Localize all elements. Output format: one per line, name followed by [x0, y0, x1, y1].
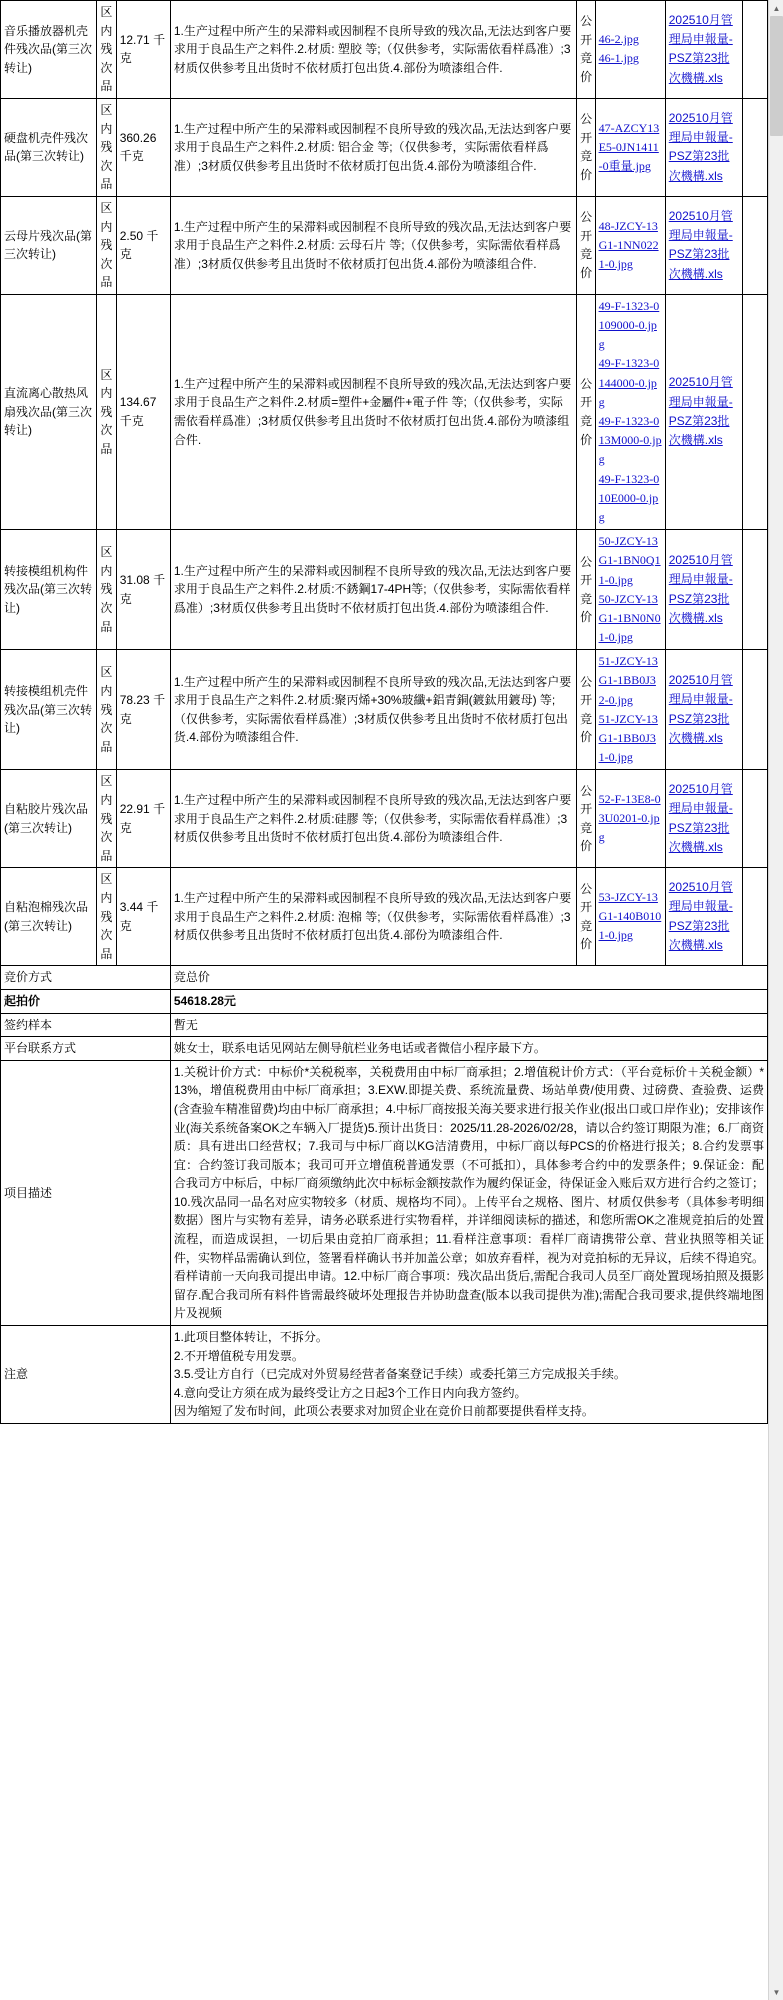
item-name: 硬盘机壳件残次品(第三次转让)	[1, 98, 97, 196]
item-category: 区内残次品	[97, 98, 117, 196]
item-public-bid: 公开竞价	[577, 868, 595, 966]
item-name: 自粘胶片残次品(第三次转让)	[1, 770, 97, 868]
summary-row-sample	[1, 1013, 768, 1037]
xls-link[interactable]: 202510月管理局申報量-PSZ第23批次機構.xls	[668, 208, 733, 281]
item-image-links	[595, 294, 665, 529]
image-link[interactable]: 49-F-1323-010E000-0.jpg	[598, 471, 660, 524]
item-quantity: 22.91 千克	[116, 770, 170, 868]
item-quantity: 360.26 千克	[116, 98, 170, 196]
item-description: 1.生产过程中所产生的呆滞料或因制程不良所导致的残次品,无法达到客户要求用于良品生产之料件.2.材质:聚丙烯+30%玻纖+鋁青銅(鍍鈦用鍍母) 等;（仅供参考，实际需依看样爲准）;3材质仅供参考且出货时不依材质打包出货.4.部份为喷漆组合件.	[170, 650, 576, 770]
image-link[interactable]: 47-AZCY13E5-0JN1411-0重量.jpg	[598, 120, 660, 174]
item-public-bid: 公开竞价	[577, 770, 595, 868]
item-image-links	[595, 1, 665, 99]
item-quantity: 134.67 千克	[116, 294, 170, 529]
item-public-bid: 公开竞价	[577, 196, 595, 294]
item-category: 区内残次品	[97, 650, 117, 770]
item-xls-link-cell	[665, 868, 743, 966]
item-trailing-cell	[743, 294, 768, 529]
notice-line: 2.不开增值税专用发票。	[173, 1348, 304, 1363]
item-image-links	[595, 770, 665, 868]
sample-value: 暫无	[170, 1013, 767, 1037]
sample-label: 签约样本	[1, 1013, 171, 1037]
table-row	[1, 98, 768, 196]
item-category: 区内残次品	[97, 530, 117, 650]
notice-line: 4.意向受让方须在成为最终受让方之日起3个工作日内向我方签约。	[173, 1385, 527, 1400]
item-name: 音乐播放器机壳件残次品(第三次转让)	[1, 1, 97, 99]
contact-label: 平台联系方式	[1, 1037, 171, 1061]
summary-row-notice	[1, 1326, 768, 1424]
item-description: 1.生产过程中所产生的呆滞料或因制程不良所导致的残次品,无法达到客户要求用于良品生产之料件.2.材质: 泡棉 等;（仅供参考，实际需依看样爲准）;3材质仅供参考且出货时不依材质打包出货.4.部份为喷漆组合件.	[170, 868, 576, 966]
item-xls-link-cell	[665, 196, 743, 294]
item-quantity: 2.50 千克	[116, 196, 170, 294]
item-image-links	[595, 98, 665, 196]
item-quantity: 78.23 千克	[116, 650, 170, 770]
item-trailing-cell	[743, 530, 768, 650]
xls-link[interactable]: 202510月管理局申報量-PSZ第23批次機構.xls	[668, 552, 733, 626]
xls-link[interactable]: 202510月管理局申報量-PSZ第23批次機構.xls	[668, 375, 733, 448]
xls-link[interactable]: 202510月管理局申報量-PSZ第23批次機構.xls	[668, 782, 733, 855]
vertical-scrollbar[interactable]	[768, 0, 783, 2000]
item-public-bid: 公开竞价	[577, 294, 595, 529]
item-image-links	[595, 868, 665, 966]
notice-content	[170, 1326, 767, 1424]
start-price-label: 起拍价	[1, 989, 171, 1013]
item-trailing-cell	[743, 770, 768, 868]
table-row	[1, 868, 768, 966]
table-row	[1, 770, 768, 868]
bid-method-value: 竞总价	[170, 966, 767, 990]
project-label: 项目描述	[1, 1060, 171, 1325]
item-xls-link-cell	[665, 530, 743, 650]
item-trailing-cell	[743, 868, 768, 966]
summary-row-bid-method	[1, 966, 768, 990]
item-quantity: 12.71 千克	[116, 1, 170, 99]
item-category: 区内残次品	[97, 770, 117, 868]
image-link[interactable]: 46-2.jpg	[598, 32, 639, 47]
item-name: 直流离心散热风扇残次品(第三次转让)	[1, 294, 97, 529]
item-category: 区内残次品	[97, 1, 117, 99]
image-link[interactable]: 52-F-13E8-03U0201-0.jpg	[598, 792, 661, 845]
scroll-down-arrow-icon[interactable]: ▼	[769, 1984, 783, 2000]
item-public-bid: 公开竞价	[577, 98, 595, 196]
notice-line: 3.5.受让方自行（已完成对外贸易经营者备案登记手续）或委托第三方完成报关手续。	[173, 1367, 626, 1382]
item-description: 1.生产过程中所产生的呆滞料或因制程不良所导致的残次品,无法达到客户要求用于良品生产之料件.2.材质: 塑胶 等;（仅供参考，实际需依看样爲准）;3材质仅供参考且出货时不依材质打包出货.4.部份为喷漆组合件.	[170, 1, 576, 99]
xls-link[interactable]: 202510月管理局申報量-PSZ第23批次機構.xls	[668, 672, 733, 746]
summary-row-project	[1, 1060, 768, 1325]
item-xls-link-cell	[665, 98, 743, 196]
image-link[interactable]: 49-F-1323-013M000-0.jpg	[598, 414, 662, 467]
item-public-bid: 公开竞价	[577, 650, 595, 770]
image-link[interactable]: 51-JZCY-13G1-1BB0J32-0.jpg	[598, 654, 658, 707]
xls-link[interactable]: 202510月管理局申報量-PSZ第23批次機構.xls	[668, 12, 733, 85]
image-link[interactable]: 46-1.jpg	[598, 51, 639, 66]
item-public-bid: 公开竞价	[577, 530, 595, 650]
table-row	[1, 196, 768, 294]
notice-line: 因为缩短了发布时间，此项公表要求对加贸企业在竞价日前都要提供看样支持。	[173, 1404, 594, 1419]
summary-row-start-price	[1, 989, 768, 1013]
item-xls-link-cell	[665, 294, 743, 529]
item-category: 区内残次品	[97, 294, 117, 529]
item-xls-link-cell	[665, 650, 743, 770]
item-description: 1.生产过程中所产生的呆滞料或因制程不良所导致的残次品,无法达到客户要求用于良品生产之料件.2.材质: 云母石片 等;（仅供参考，实际需依看样爲准）;3材质仅供参考且出货时不依材质打包出货.4.部份为喷漆组合件.	[170, 196, 576, 294]
table-row	[1, 650, 768, 770]
item-description: 1.生产过程中所产生的呆滞料或因制程不良所导致的残次品,无法达到客户要求用于良品生产之料件.2.材质:不銹鋼17-4PH等;（仅供参考，实际需依看样爲准）;3材质仅供参考且出货时不依材质打包出货.4.部份为喷漆组合件.	[170, 530, 576, 650]
item-xls-link-cell	[665, 770, 743, 868]
item-category: 区内残次品	[97, 868, 117, 966]
summary-row-contact	[1, 1037, 768, 1061]
xls-link[interactable]: 202510月管理局申報量-PSZ第23批次機構.xls	[668, 110, 733, 183]
image-link[interactable]: 53-JZCY-13G1-140B0101-0.jpg	[598, 890, 662, 943]
scroll-up-arrow-icon[interactable]: ▲	[769, 0, 783, 16]
contact-value: 姚女士，联系电话见网站左侧导航栏业务电话或者微信小程序最下方。	[170, 1037, 767, 1061]
item-image-links	[595, 196, 665, 294]
bid-method-label: 竞价方式	[1, 966, 171, 990]
scrollbar-thumb[interactable]	[770, 16, 783, 136]
item-name: 转接模组机构件残次品(第三次转让)	[1, 530, 97, 650]
item-description: 1.生产过程中所产生的呆滞料或因制程不良所导致的残次品,无法达到客户要求用于良品生产之料件.2.材质: 铝合金 等;（仅供参考，实际需依看样爲准）;3材质仅供参考且出货时不依材质打包出货.4.部份为喷漆组合件.	[170, 98, 576, 196]
item-description: 1.生产过程中所产生的呆滞料或因制程不良所导致的残次品,无法达到客户要求用于良品生产之料件.2.材质:硅膠 等;（仅供参考，实际需依看样爲准）;3材质仅供参考且出货时不依材质打包出货.4.部份为喷漆组合件.	[170, 770, 576, 868]
item-image-links	[595, 650, 665, 770]
image-link[interactable]: 49-F-1323-0144000-0.jpg	[598, 356, 660, 409]
image-link[interactable]: 50-JZCY-13G1-1BN0N01-0.jpg	[598, 591, 661, 645]
table-row	[1, 1, 768, 99]
item-trailing-cell	[743, 196, 768, 294]
start-price-value: 54618.28元	[170, 989, 767, 1013]
notice-line: 1.此项目整体转让，不拆分。	[173, 1330, 328, 1345]
item-quantity: 31.08 千克	[116, 530, 170, 650]
item-trailing-cell	[743, 650, 768, 770]
table-row	[1, 294, 768, 529]
item-trailing-cell	[743, 98, 768, 196]
notice-label: 注意	[1, 1326, 171, 1424]
auction-items-body	[1, 1, 768, 1424]
image-link[interactable]: 48-JZCY-13G1-1NN0221-0.jpg	[598, 218, 659, 272]
item-name: 转接模组机壳件残次品(第三次转让)	[1, 650, 97, 770]
image-link[interactable]: 49-F-1323-0109000-0.jpg	[598, 298, 660, 352]
project-description: 1.关税计价方式：中标价*关税税率，关税费用由中标厂商承担；2.增值税计价方式：（平台竞标价＋关税金额）*13%，增值税费用由中标厂商承担；3.EXW.即提关费、系统流量费、场站单费/使用费、过磅费、查验费、运费(含查验车精准留费)均由中标厂商承担；4.中标厂商按报关海关要求进行报关作业(报出口或口岸作业)；安排该作业(海关系统备案OK之车辆入厂提货)5.预计出货日：2025/11.28-2026/02/28，请以合约签订期限为准；6.厂商资质：具有进出口经营权；7.我司与中标厂商以KG洁清费用，中标厂商以每PCS的价格进行报关；8.合约发票事宜：合约签订我司版本；我司可开立增值税普通发票（不可抵扣），具体参考合约中的发票条件；9.保证金：配合我司方中标后，中标厂商须缴纳此次中标标金额按款作为履约保证金，待保证金入账后双方进行合约之签订；10.残次品同一品名对应实物较多（材质、规格均不同）。上传平台之规格、图片、材质仅供参考（具体参考明细数据）图片与实物有差异，请务必联系进行实物看样，并详细阅读标的描述，和您所需OK之准规竞拍后的处置流程，而造成误担，一切后果由竞拍厂商承担；11.看样注意事项：看样厂商请携带公章、营业执照等相关证件，实物样品需确认到位，签署看样确认书并加盖公章；如放弃看样，视为对竞拍标的无异议，后续不得追究。看样请前一天向我司提出申请。12.中标厂商合事项：残次品出货后,需配合我司人员至厂商处置现场拍照及摄影留存.配合我司所有料件皆需最终破坏处理报告并协助盘查(版本以我司提供为准);需配合我司要求,提供终端地图片及视频	[170, 1060, 767, 1325]
image-link[interactable]: 50-JZCY-13G1-1BN0Q11-0.jpg	[598, 534, 661, 587]
xls-link[interactable]: 202510月管理局申報量-PSZ第23批次機構.xls	[668, 879, 733, 953]
item-name: 自粘泡棉残次品(第三次转让)	[1, 868, 97, 966]
item-xls-link-cell	[665, 1, 743, 99]
item-quantity: 3.44 千克	[116, 868, 170, 966]
item-public-bid: 公开竞价	[577, 1, 595, 99]
item-category: 区内残次品	[97, 196, 117, 294]
item-trailing-cell	[743, 1, 768, 99]
item-name: 云母片残次品(第三次转让)	[1, 196, 97, 294]
item-image-links	[595, 530, 665, 650]
image-link[interactable]: 51-JZCY-13G1-1BB0J31-0.jpg	[598, 711, 658, 765]
item-description: 1.生产过程中所产生的呆滞料或因制程不良所导致的残次品,无法达到客户要求用于良品生产之料件.2.材质=塑件+金屬件+電子件 等;（仅供参考，实际需依看样爲准）;3材质仅供参考且出货时不依材质打包出货.4.部份为喷漆组合件.	[170, 294, 576, 529]
table-row	[1, 530, 768, 650]
